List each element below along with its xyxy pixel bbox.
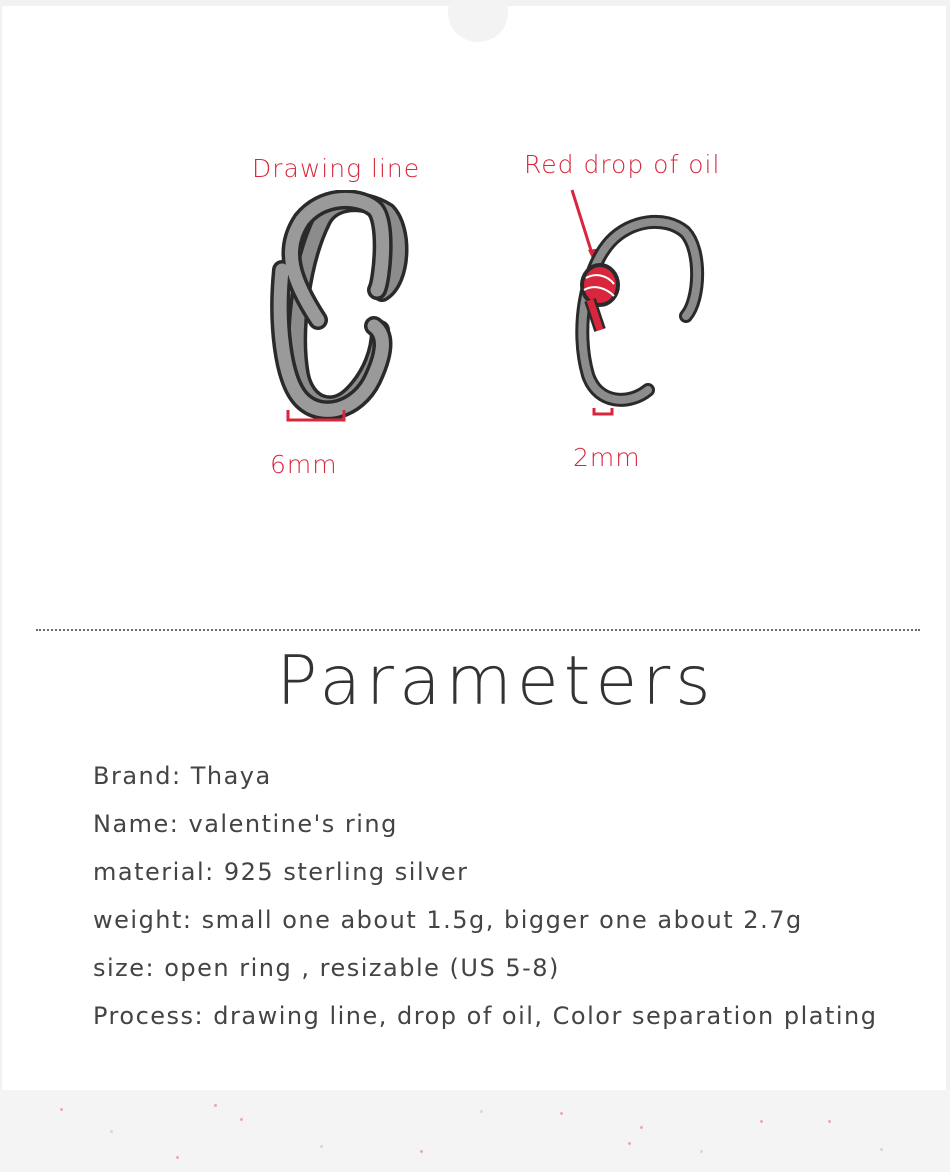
param-brand: Brand: Thaya	[93, 762, 272, 790]
section-divider	[36, 629, 920, 631]
param-weight: weight: small one about 1.5g, bigger one about 2.7g	[93, 906, 803, 934]
param-material: material: 925 sterling silver	[93, 858, 469, 886]
parameters-list	[93, 762, 877, 1050]
drawing-line-ring-illustration	[262, 190, 412, 430]
param-name: Name: valentine's ring	[93, 810, 398, 838]
width-6mm-label: 6mm	[270, 450, 338, 479]
param-process: Process: drawing line, drop of oil, Color separation plating	[93, 1002, 878, 1030]
drawing-line-label: Drawing line	[252, 154, 421, 183]
parameters-title: Parameters	[276, 642, 716, 721]
decorative-footer	[0, 1090, 950, 1172]
red-drop-ring-illustration	[560, 180, 720, 420]
top-notch	[448, 0, 508, 42]
param-size: size: open ring , resizable (US 5-8)	[93, 954, 560, 982]
red-drop-label: Red drop of oil	[524, 150, 721, 179]
width-2mm-label: 2mm	[573, 443, 641, 472]
